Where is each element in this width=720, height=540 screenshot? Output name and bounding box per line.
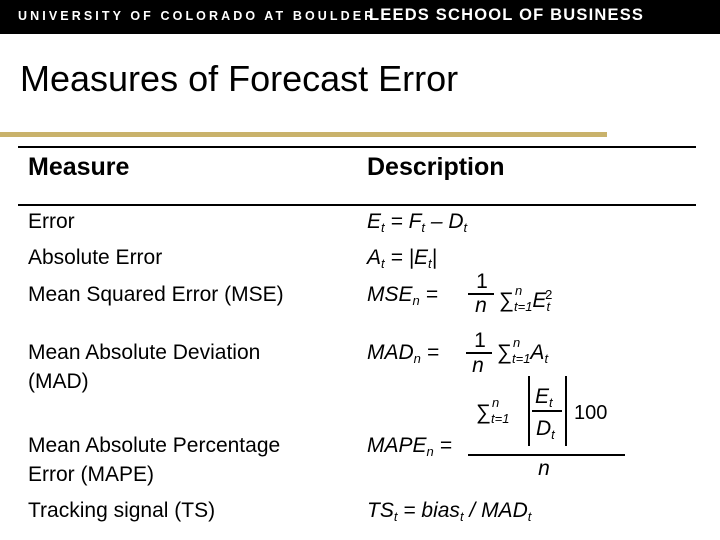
- university-name: UNIVERSITY OF COLORADO AT BOULDER: [18, 9, 377, 23]
- mad-sum: ∑ n $_{t=1}A_t$: [497, 335, 549, 366]
- formula-mad-lhs: $MAD_n$ =: [367, 341, 440, 366]
- mape-abs-left: [528, 376, 530, 446]
- slide-title: Measures of Forecast Error: [20, 58, 459, 99]
- table-header-rule: [18, 204, 696, 206]
- mape-abs-right: [565, 376, 567, 446]
- formula-error: $E_t = F_t - D_t$: [367, 210, 468, 235]
- mad-numerator: 1: [474, 329, 486, 352]
- mape-main-bar: [468, 454, 625, 456]
- measure-tracking-signal: Tracking signal (TS): [28, 499, 216, 522]
- school-name: LEEDS SCHOOL OF BUSINESS: [369, 6, 645, 24]
- mape-denominator: n: [538, 457, 550, 480]
- formula-tracking-signal: $TS_t$ = bias$_t$ / $MAD_t$: [367, 499, 532, 524]
- measure-mse: Mean Squared Error (MSE): [28, 283, 284, 306]
- measure-mape-line2: Error (MAPE): [28, 463, 154, 486]
- mape-sum: ∑ n $_{t=1}$: [476, 395, 510, 426]
- mape-inner-numerator: $E_t$: [535, 385, 553, 410]
- table-top-rule: [18, 146, 696, 148]
- mad-denominator: n: [472, 354, 484, 377]
- measure-error: Error: [28, 210, 75, 233]
- mse-denominator: n: [475, 294, 487, 317]
- column-header-measure: Measure: [28, 153, 130, 181]
- measure-absolute-error: Absolute Error: [28, 246, 163, 269]
- measure-mad-line2: (MAD): [28, 370, 89, 393]
- header-banner: [0, 0, 720, 34]
- formula-mape-lhs: $MAPE_n$ =: [367, 434, 452, 459]
- mape-inner-bar: [532, 410, 562, 412]
- mape-hundred: 100: [574, 402, 608, 424]
- mse-numerator: 1: [476, 270, 488, 293]
- mape-inner-denominator: $D_t$: [536, 417, 555, 442]
- measure-mad-line1: Mean Absolute Deviation: [28, 341, 261, 364]
- formula-mse-lhs: $MSE_n$ =: [367, 283, 438, 308]
- title-underline: [0, 132, 607, 137]
- measure-mape-line1: Mean Absolute Percentage: [28, 434, 281, 457]
- formula-absolute-error: $A_t = |E_t|$: [367, 246, 438, 271]
- column-header-description: Description: [367, 153, 505, 181]
- mse-sum: ∑ n $_{t=1}E_t^2$: [499, 283, 553, 314]
